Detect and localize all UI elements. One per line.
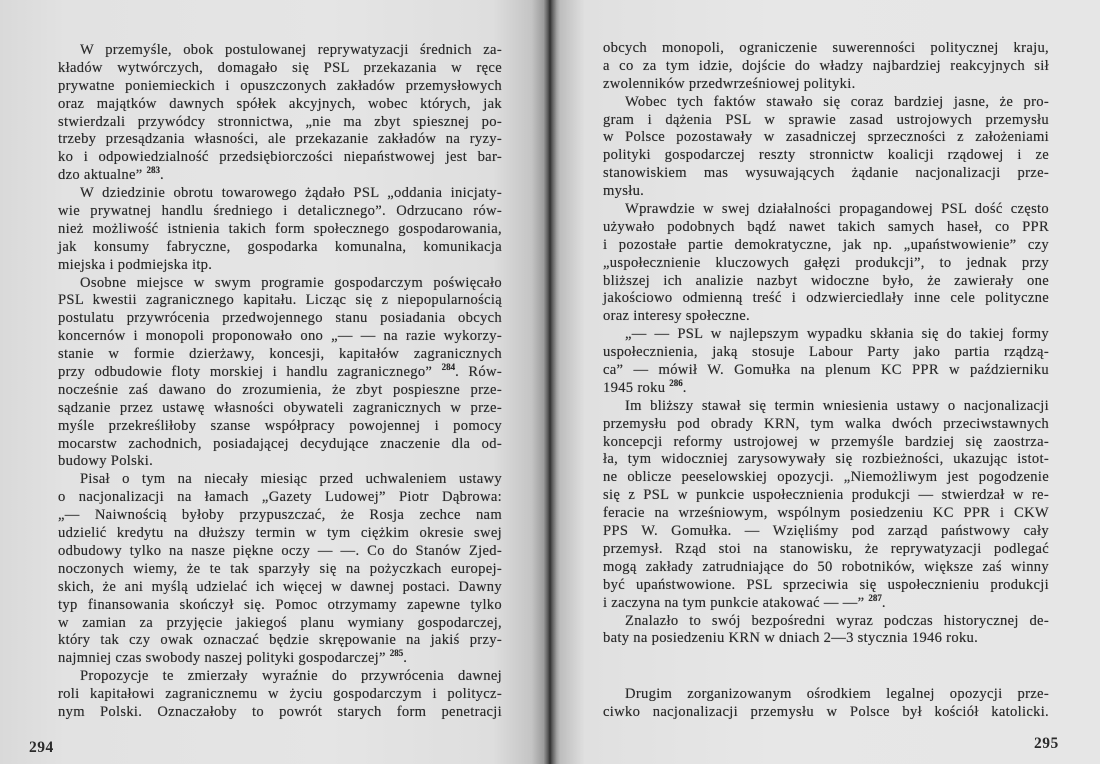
text-line: uspołecznienia, jaką stosuje Labour Party jako partia rządzą- (603, 344, 1049, 361)
text-line: który tak czy owak oznaczać będzie skrępowanie na jakiś przy- (58, 632, 502, 649)
text-line: ciwko nacjonalizacji przemysłu w Polsce był kościół katolicki. (603, 704, 1049, 721)
paragraph (58, 185, 502, 274)
text-line (58, 650, 502, 668)
text-line: ne oblicze peeselowskiej opozycji. „Niemożliwym jest pogodzenie (603, 469, 1049, 486)
text-line: udzielić kredytu na dłuższy termin w tym ciężkim okresie swej (58, 525, 502, 542)
text-line: obcych monopoli, ograniczenie suwerenności politycznej kraju, (603, 40, 1049, 56)
text-line: a co za tym idzie, dojście do władzy najbardziej reakcyjnych sił (603, 57, 1049, 74)
text-line: kładów wytwórczych, domagało się PSL przekazania w ręce (58, 59, 502, 76)
text-line: polityki gospodarczej reszty stronnictw koalicji rządowej i ze (603, 147, 1049, 164)
text-line: sądzanie przez ustawę własności obywateli zagranicznych w prze- (58, 399, 502, 416)
text-line: „— Naiwnością byłoby przypuszczać, że Rosja zechce nam (58, 507, 502, 524)
text-line: prywatne poniemieckich i opuszczonych zakładów przemysłowych (58, 77, 502, 94)
line-text-tail: . (403, 650, 408, 667)
text-line: stanowiskiem mas wysuwających żądanie nacjonalizacji prze- (603, 165, 1049, 182)
line-text: najmniej czas swobody naszej polityki gospodarczej” (58, 650, 390, 667)
text-line: Propozycje te zmierzały wyraźnie do przywrócenia dawnej (80, 668, 502, 685)
text-line: „uspołecznienie kluczowych gałęzi produkcji”, to jednak przy (603, 254, 1049, 271)
text-line: zwolenników przedwrześniowej polityki. (603, 75, 856, 92)
footnote-reference: 286 (669, 378, 683, 389)
text-line: budowy Polski. (58, 453, 154, 470)
text-line: skich, że ani myślą udzielać ich więcej w dawnej postaci. Dawny (58, 578, 502, 595)
text-line: koncernów i monopoli proponowało ono „— — na razie wykorzy- (58, 328, 502, 345)
text-line: w Polsce pozostawały w zasadniczej sprzeczności z założeniami (603, 129, 1049, 146)
text-line: miejska i podmiejska itp. (58, 256, 213, 273)
text-line: mogą zakłady zatrudniające do 50 robotników, większe zaś winny (603, 558, 1049, 575)
line-text-tail: . (881, 594, 886, 611)
text-line: Im bliższy stawał się termin wniesienia ustawy o nacjonalizacji (625, 397, 1049, 414)
text-line: koncepcji reformy ustrojowej w przemyśle bardziej się zaostrza- (603, 433, 1049, 450)
text-line: baty na posiedzeniu KRN w dniach 2—3 stycznia 1946 roku. (603, 630, 979, 647)
text-line: gram i dążenia PSL w sprawie zasad ustrojowych przemysłu (603, 111, 1049, 128)
text-line: „— — PSL w najlepszym wypadku skłania się do takiej formy (625, 326, 1049, 343)
text-line: wie prywatnej handlu średniego i detalicznego”. Odrzucano rów- (58, 203, 502, 220)
text-line: Wobec tych faktów stawało się coraz bardziej jasne, że pro- (625, 93, 1049, 110)
text-line: Osobne miejsce w swym programie gospodarczym poświęcało (80, 274, 502, 291)
text-line: roli kapitałowi zagranicznemu w życiu gospodarczym i politycz- (58, 686, 502, 703)
paragraph (603, 686, 1049, 722)
paragraph (603, 613, 1049, 649)
text-line: PPS W. Gomułka. — Wzięliśmy pod zarząd państwowy cały (603, 523, 1049, 540)
text-line: ca” — mówił W. Gomułka na plenum KC PPR w październiku (603, 362, 1049, 379)
text-line (58, 364, 502, 382)
text-section (58, 42, 502, 722)
text-line: mysłu. (603, 183, 645, 200)
text-line: oraz majątków dawnych spółek akcyjnych, wobec których, jak (58, 95, 502, 112)
footnote-reference: 284 (441, 362, 456, 373)
left-page (0, 0, 548, 764)
right-text-column (603, 40, 1049, 722)
paragraph (603, 201, 1049, 326)
line-text: dzo aktualne” (58, 167, 147, 184)
page-number: 294 (29, 739, 54, 756)
text-line: jak konsumy fabryczne, gospodarka komunalna, komunikacja (58, 238, 502, 255)
text-line: oraz interesy społeczne. (603, 308, 750, 325)
text-line: jakościowo odmienną treść i odzwierciedlały inne cele polityczne (603, 290, 1049, 307)
paragraph (58, 42, 502, 185)
text-line: w zamian za przyjęcie jakiegoś planu wymiany gospodarczej, (58, 614, 502, 631)
paragraph (603, 398, 1049, 613)
text-line: się z PSL w punkcie uspołecznienia produkcji — stwierdzał w re- (603, 487, 1049, 504)
text-line: mocarstw zachodnich, posiadającej decydujące znaczenie dla od- (58, 435, 502, 452)
text-line: nocześnie zaś dawano do zrozumienia, że zbyt pospieszne prze- (58, 381, 502, 398)
text-line: postulatu przywrócenia przedwojennego stanu posiadania obcych (58, 310, 502, 327)
paragraph (58, 471, 502, 668)
line-text-tail: . (159, 167, 164, 184)
footnote-reference: 287 (868, 592, 882, 603)
text-line (58, 167, 502, 185)
text-line: PSL kwestii zagranicznego kapitału. Licząc się z niepopularnością (58, 292, 502, 309)
text-line: trzeby przesądzania własności, ale przekazanie zakładów na ryzy- (58, 131, 502, 148)
text-line: ła, tym widoczniej zarysowywały się rozbieżności, ukazując istot- (603, 451, 1049, 468)
paragraph (603, 94, 1049, 201)
text-line: nym Polski. Oznaczałoby to powrót starych form penetracji (58, 703, 502, 720)
line-text: 1945 roku (603, 379, 670, 396)
page-number: 295 (1034, 735, 1059, 752)
footnote-reference: 283 (146, 165, 160, 176)
paragraph (603, 40, 1049, 94)
text-line: Znalazło to swój bezpośredni wyraz podczas historycznej de- (625, 612, 1049, 629)
book-gutter (543, 0, 557, 764)
text-line: i pozostałe partie demokratyczne, jak np. „upaństwowienie” czy (603, 236, 1049, 253)
text-line: W dziedzinie obrotu towarowego żądało PSL „oddania inicjaty- (80, 185, 502, 202)
text-line: Wprawdzie w swej działalności propagandowej PSL dość często (625, 201, 1049, 218)
text-line: noczonych wiemy, że te tak sparzyły się na pożyczkach europej- (58, 560, 502, 577)
text-line: nież możliwość istnienia takich form społecznego gospodarowania, (58, 220, 502, 237)
text-line: Drugim zorganizowanym ośrodkiem legalnej opozycji prze- (625, 686, 1049, 703)
text-section (603, 686, 1049, 722)
text-line: przemysł. Rząd stoi na stanowisku, że reprywatyzacji podlegać (603, 540, 1049, 557)
paragraph (603, 326, 1049, 398)
line-text-tail: . Rów- (455, 364, 503, 381)
text-line: bliższej ich analizie nazbyt widoczne było, że zawierały one (603, 272, 1049, 289)
text-line: Pisał o tym na niecały miesiąc przed uchwaleniem ustawy (80, 471, 502, 488)
paragraph (58, 668, 502, 722)
text-line (603, 380, 1049, 398)
text-line: być upaństwowione. PSL sprzeciwia się uspołecznieniu produkcji (603, 576, 1049, 593)
text-line: przemysłu pod obrady KRN, tym walka dwóch przeciwstawnych (603, 415, 1049, 432)
text-line: ko i odpowiedzialność przedsiębiorczości niepaństwowej jest bar- (58, 149, 502, 166)
text-line: odbudowy tylko na nasze piękne oczy — —. Co do Stanów Zjed- (58, 542, 502, 559)
text-line: W przemyśle, obok postulowanej reprywatyzacji średnich za- (80, 42, 502, 58)
text-line: używało podobnych bądź nawet takich samych haseł, co PPR (603, 218, 1049, 235)
left-text-column (58, 42, 502, 722)
text-line: typ finansowania skończył się. Pomoc otrzymamy zapewne tylko (58, 596, 502, 613)
text-line: stwierdzali przywódcy stronnictwa, „nie ma zbyt spiesznej po- (58, 113, 502, 130)
text-line: myśle przekreśliłoby szanse współpracy powojennej i pomocy (58, 417, 502, 434)
text-line: feracie na wrześniowym, wspólnym posiedzeniu KC PPR i CKW (603, 505, 1049, 522)
footnote-reference: 285 (389, 648, 404, 659)
line-text-tail: . (682, 379, 687, 396)
line-text: przy odbudowie floty morskiej i handlu zagranicznego” (58, 364, 442, 381)
text-line (603, 592, 1049, 613)
paragraph (58, 275, 502, 472)
text-line: stanie w formie dzierżawy, koncesji, kapitałów zagranicznych (58, 346, 502, 363)
right-page (552, 0, 1100, 764)
text-line: o nacjonalizacji na łamach „Gazety Ludowej” Piotr Dąbrowa: (58, 489, 502, 506)
text-section (603, 40, 1049, 648)
line-text: i zaczyna na tym punkcie atakować — —” (603, 594, 869, 611)
